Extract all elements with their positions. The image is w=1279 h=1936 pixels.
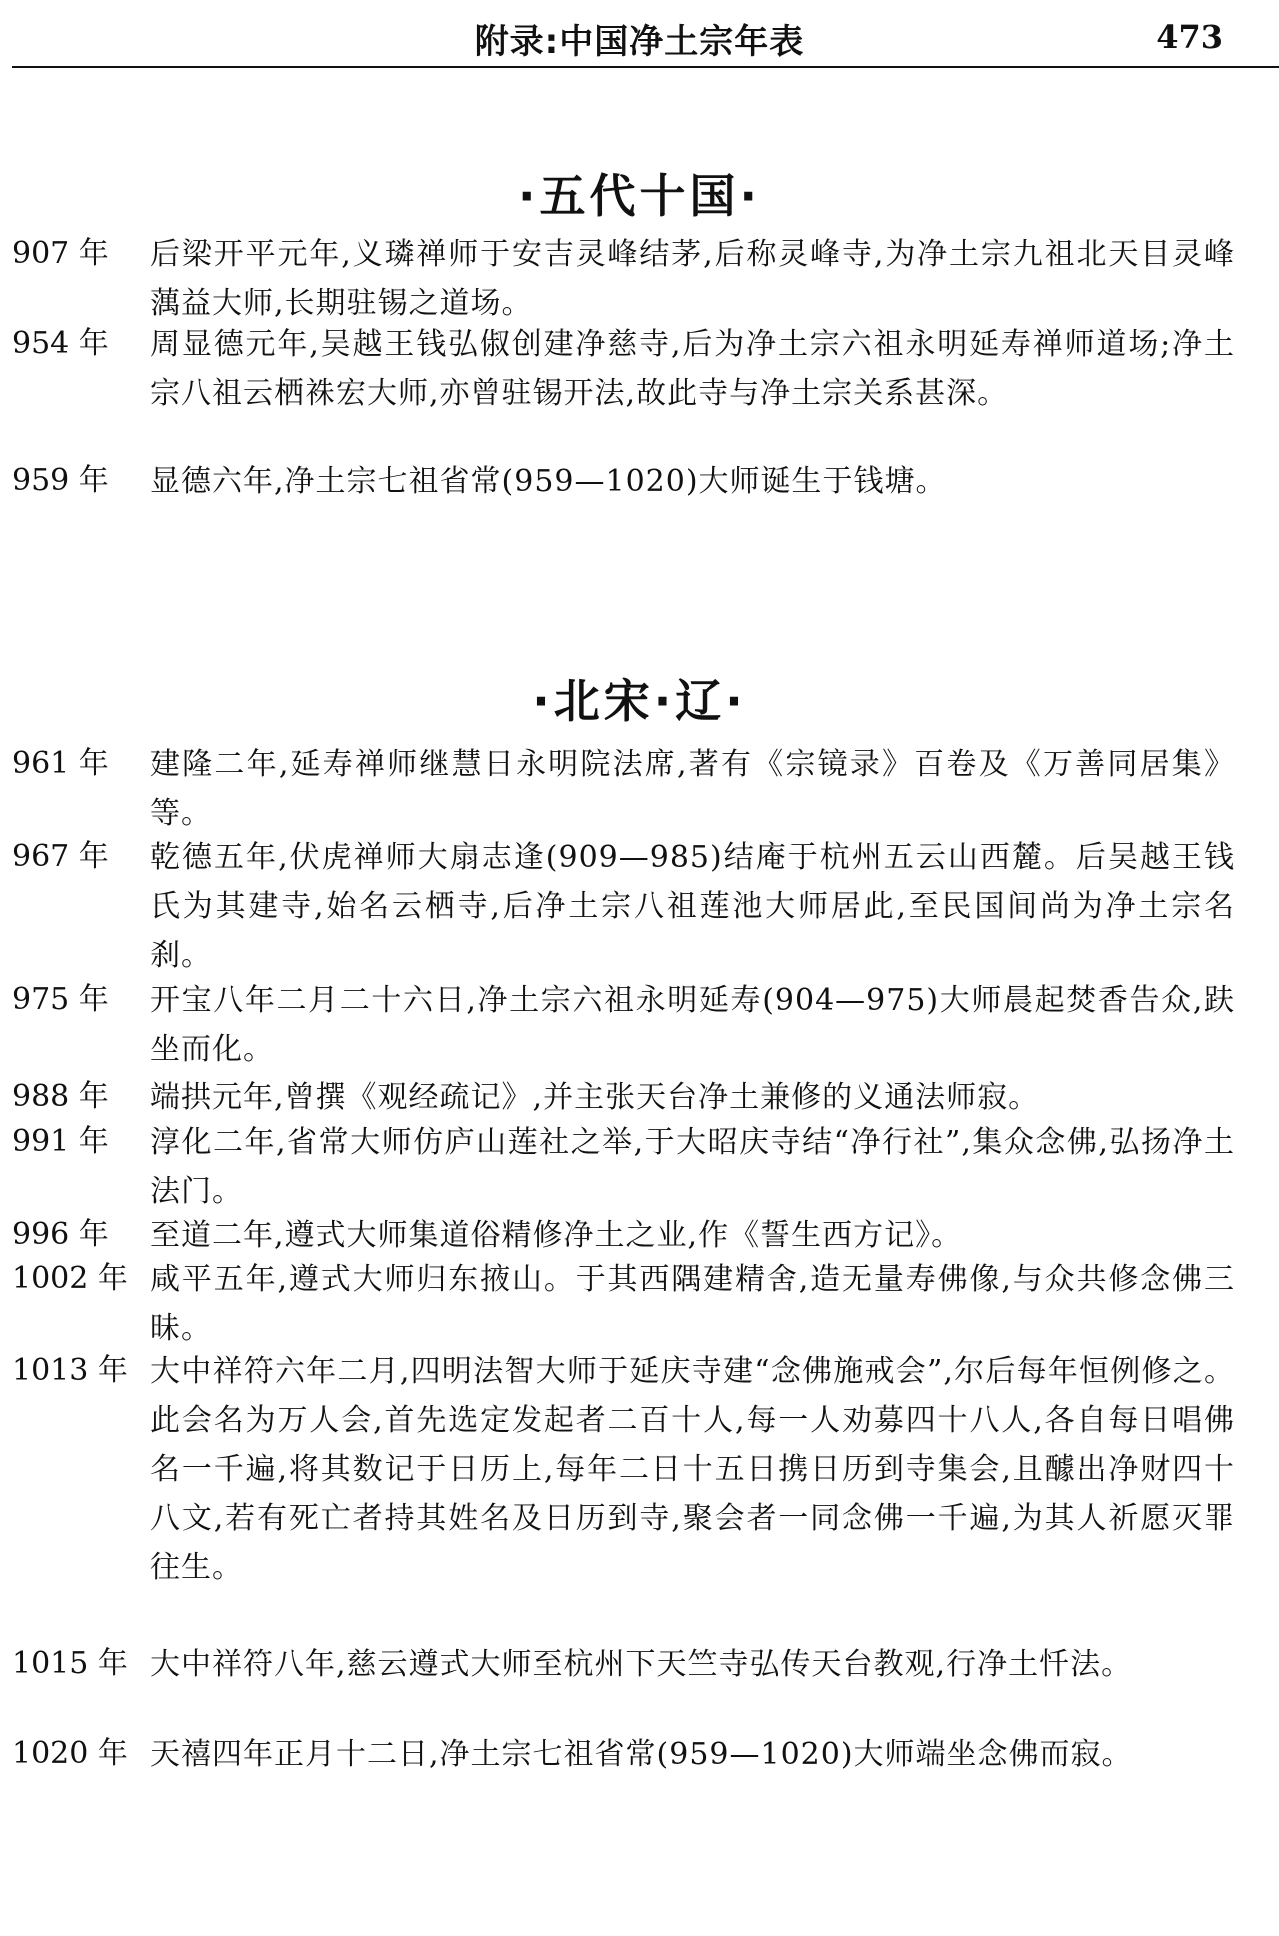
entry-text: 大中祥符八年,慈云遵式大师至杭州下天竺寺弘传天台教观,行净土忏法。 <box>150 1647 1133 1682</box>
running-header-title: 附录:中国净土宗年表 <box>474 22 805 62</box>
entry-text: 建隆二年,延寿禅师继慧日永明院法席,著有《宗镜录》百卷及《万善同居集》等。 <box>150 747 1235 831</box>
entry-year: 975 年 <box>12 982 109 1017</box>
entry-text: 天禧四年正月十二日,净土宗七祖省常(959—1020)大师端坐念佛而寂。 <box>150 1737 1133 1772</box>
entry-year: 996 年 <box>12 1217 109 1252</box>
entry-text: 乾德五年,伏虎禅师大扇志逢(909—985)结庵于杭州五云山西麓。后吴越王钱氏为其建寺,始名云栖寺,后净土宗八祖莲池大师居此,至民国间尚为净土宗名刹。 <box>150 840 1235 973</box>
entry-year: 988 年 <box>12 1079 109 1114</box>
entry-year: 967 年 <box>12 839 109 874</box>
entry-year: 961 年 <box>12 746 109 781</box>
entry-year: 1015 年 <box>12 1646 128 1681</box>
entry-year: 907 年 <box>12 236 109 271</box>
page-number: 473 <box>1156 18 1223 56</box>
entry-year: 959 年 <box>12 463 109 498</box>
entry-year: 1002 年 <box>12 1261 128 1296</box>
entry-text: 淳化二年,省常大师仿庐山莲社之举,于大昭庆寺结“净行社”,集众念佛,弘扬净土法门。 <box>150 1125 1235 1209</box>
entry-text: 后梁开平元年,义璘禅师于安吉灵峰结茅,后称灵峰寺,为净土宗九祖北天目灵峰蕅益大师,长期驻锡之道场。 <box>150 237 1235 321</box>
running-header <box>0 8 1279 60</box>
entry-year: 1020 年 <box>12 1736 128 1771</box>
section-heading-northern-song-liao: ·北宋·辽· <box>532 674 747 728</box>
entry-text: 开宝八年二月二十六日,净土宗六祖永明延寿(904—975)大师晨起焚香告众,趺坐而化。 <box>150 983 1235 1067</box>
entry-text: 咸平五年,遵式大师归东掖山。于其西隅建精舍,造无量寿佛像,与众共修念佛三昧。 <box>150 1262 1235 1346</box>
entry-year: 1013 年 <box>12 1353 128 1388</box>
header-rule <box>12 66 1279 68</box>
entry-text: 周显德元年,吴越王钱弘俶创建净慈寺,后为净土宗六祖永明延寿禅师道场;净土宗八祖云栖袾宏大师,亦曾驻锡开法,故此寺与净土宗关系甚深。 <box>150 327 1235 411</box>
section-heading-five-dynasties: ·五代十国· <box>518 169 761 223</box>
entry-text: 显德六年,净土宗七祖省常(959—1020)大师诞生于钱塘。 <box>150 464 947 499</box>
entry-text: 至道二年,遵式大师集道俗精修净土之业,作《誓生西方记》。 <box>150 1218 963 1253</box>
entry-text: 大中祥符六年二月,四明法智大师于延庆寺建“念佛施戒会”,尔后每年恒例修之。此会名为万人会,首先选定发起者二百十人,每一人劝募四十八人,各自每日唱佛名一千遍,将其数记于日历上,每年二日十五日携日历到寺集会,且醵出净财四十八文,若有死亡者持其姓名及日历到寺,聚会者一同念佛一千遍,为其人祈愿灭罪往生。 <box>150 1354 1235 1585</box>
entry-year: 954 年 <box>12 326 109 361</box>
entry-text: 端拱元年,曾撰《观经疏记》,并主张天台净土兼修的义通法师寂。 <box>150 1080 1040 1115</box>
entry-year: 991 年 <box>12 1124 109 1159</box>
